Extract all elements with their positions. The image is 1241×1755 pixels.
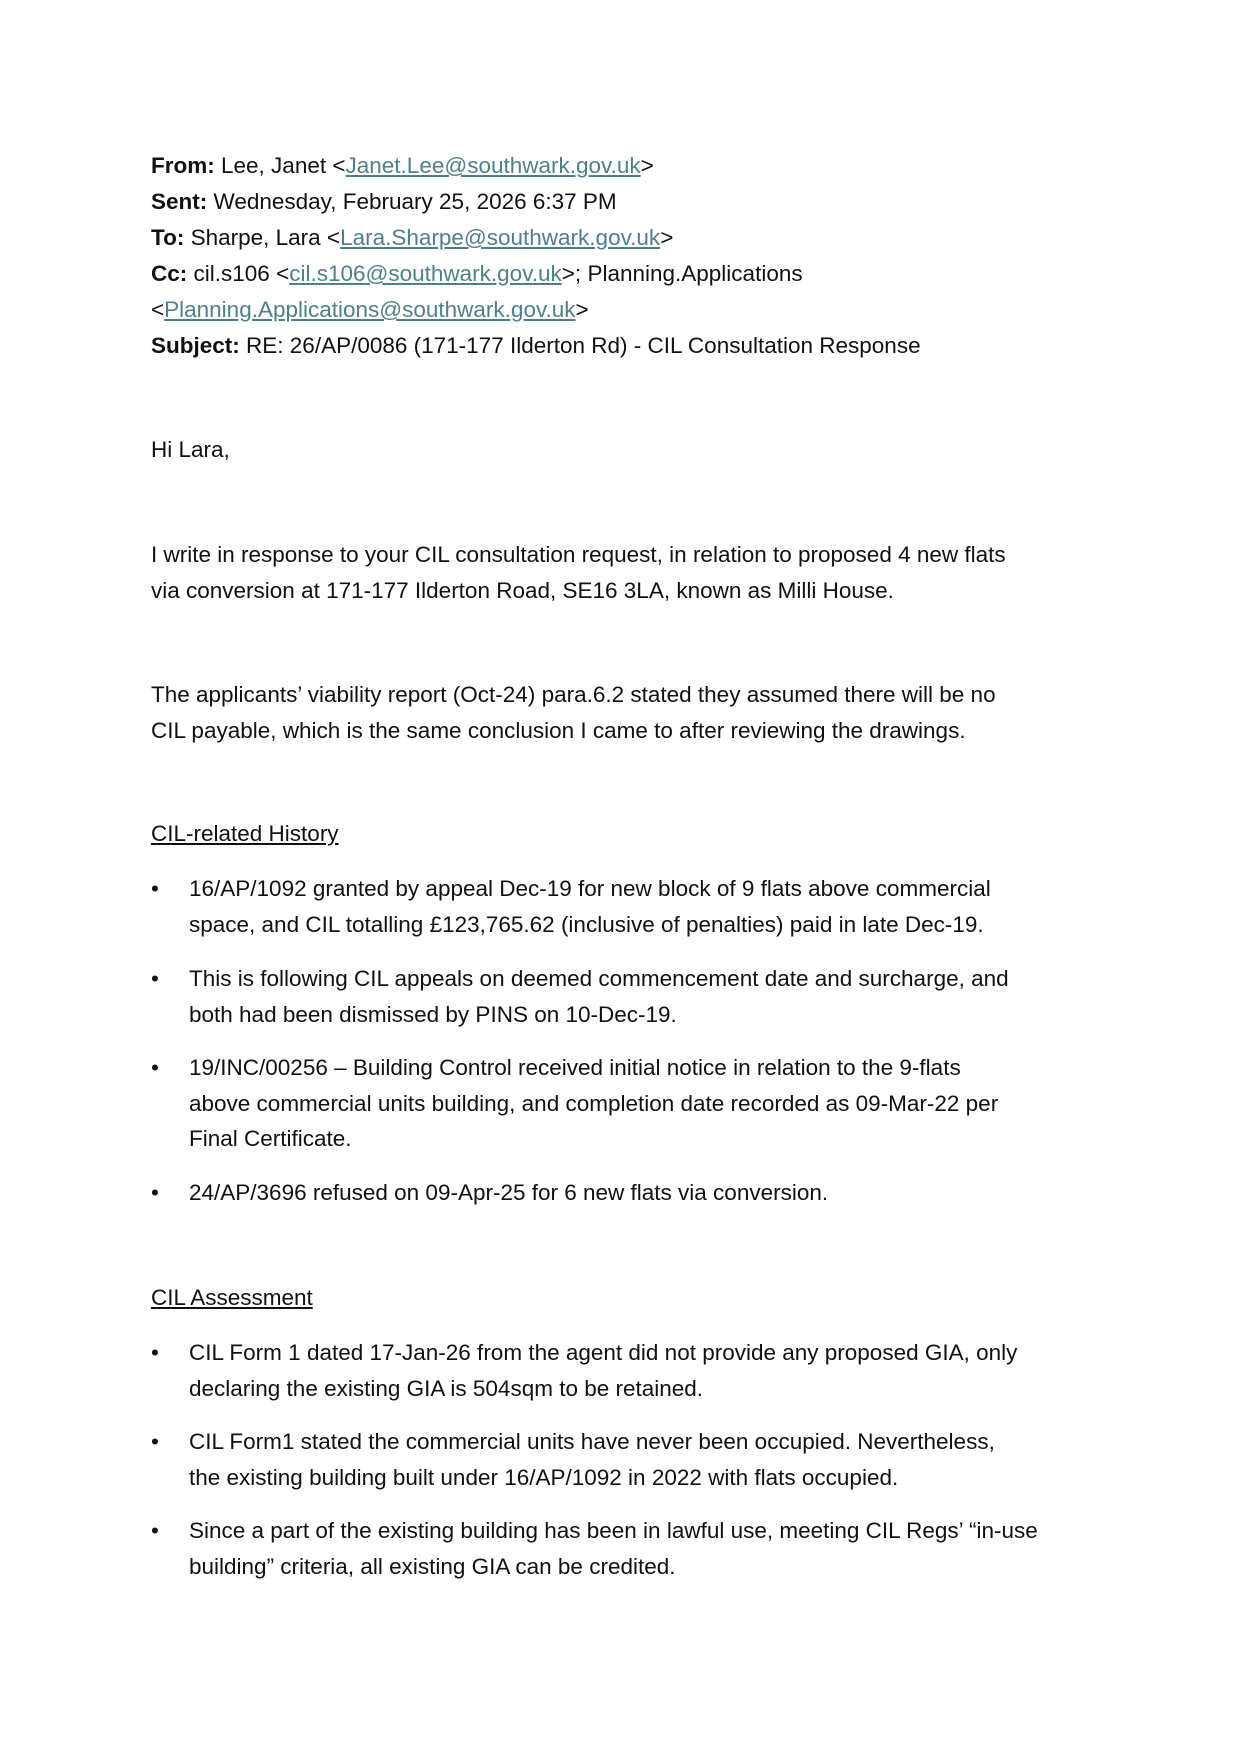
to-line: To: Sharpe, Lara <Lara.Sharpe@southwark.gov.uk> <box>151 225 674 250</box>
cc-line-continued: <Planning.Applications@southwark.gov.uk> <box>151 297 589 322</box>
to-email-link[interactable]: Lara.Sharpe@southwark.gov.uk <box>340 225 661 250</box>
bullet-icon: • <box>151 1055 159 1080</box>
assessment-item-text: CIL Form 1 dated 17-Jan-26 from the agent did not provide any proposed GIA, only declaring the existing GIA is 504sqm to be retained. <box>189 1340 1018 1401</box>
sent-value: Wednesday, February 25, 2026 6:37 PM <box>213 189 617 214</box>
from-name: Lee, Janet <box>221 153 327 178</box>
bullet-icon: • <box>151 1180 159 1205</box>
subject-line <box>151 328 921 364</box>
bullet-icon: • <box>151 876 159 901</box>
from-line: From: Lee, Janet <Janet.Lee@southwark.gov.uk> <box>151 153 654 178</box>
to-name: Sharpe, Lara <box>190 225 321 250</box>
from-label: From: <box>151 153 215 178</box>
greeting: Hi Lara, <box>151 437 230 462</box>
history-heading: CIL-related History <box>151 821 339 846</box>
subject-label: Subject: <box>151 333 240 358</box>
assessment-heading: CIL Assessment <box>151 1285 313 1310</box>
bullet-icon: • <box>151 1518 159 1543</box>
sent-line <box>151 184 617 220</box>
cc-email-link-2[interactable]: Planning.Applications@southwark.gov.uk <box>164 297 576 322</box>
bullet-icon: • <box>151 1429 159 1454</box>
history-item-text: 19/INC/00256 – Building Control received initial notice in relation to the 9-flats above commercial units building, and completion date recorded as 09-Mar-22 per Final Certificate. <box>189 1055 999 1151</box>
body-paragraph-2: The applicants’ viability report (Oct-24) para.6.2 stated they assumed there will be no CIL payable, which is the same conclusion I came to after reviewing the drawings. <box>151 682 996 743</box>
cc-name-1: cil.s106 <box>193 261 270 286</box>
from-email-link[interactable]: Janet.Lee@southwark.gov.uk <box>345 153 641 178</box>
sent-label: Sent: <box>151 189 208 214</box>
cc-label: Cc: <box>151 261 188 286</box>
body-paragraph-1: I write in response to your CIL consultation request, in relation to proposed 4 new flats via conversion at 171-177 Ilderton Road, SE16 3LA, known as Milli House. <box>151 542 1006 603</box>
bullet-icon: • <box>151 966 159 991</box>
cc-name-2: Planning.Applications <box>587 261 803 286</box>
to-label: To: <box>151 225 185 250</box>
cc-email-link-1[interactable]: cil.s106@southwark.gov.uk <box>289 261 562 286</box>
assessment-item-text: Since a part of the existing building has been in lawful use, meeting CIL Regs’ “in-use building” criteria, all existing GIA can be credited. <box>189 1518 1038 1579</box>
history-item-text: This is following CIL appeals on deemed commencement date and surcharge, and both had been dismissed by PINS on 10-Dec-19. <box>189 966 1009 1027</box>
history-item-text: 24/AP/3696 refused on 09-Apr-25 for 6 new flats via conversion. <box>189 1180 829 1205</box>
cc-line: Cc: cil.s106 <cil.s106@southwark.gov.uk>; Planning.Applications <box>151 261 803 286</box>
subject-value: RE: 26/AP/0086 (171-177 Ilderton Rd) - CIL Consultation Response <box>246 333 921 358</box>
bullet-icon: • <box>151 1340 159 1365</box>
assessment-item-text: CIL Form1 stated the commercial units have never been occupied. Nevertheless, the existing building built under 16/AP/1092 in 2022 with flats occupied. <box>189 1429 995 1490</box>
history-item-text: 16/AP/1092 granted by appeal Dec-19 for new block of 9 flats above commercial space, and CIL totalling £123,765.62 (inclusive of penalties) paid in late Dec-19. <box>189 876 991 937</box>
